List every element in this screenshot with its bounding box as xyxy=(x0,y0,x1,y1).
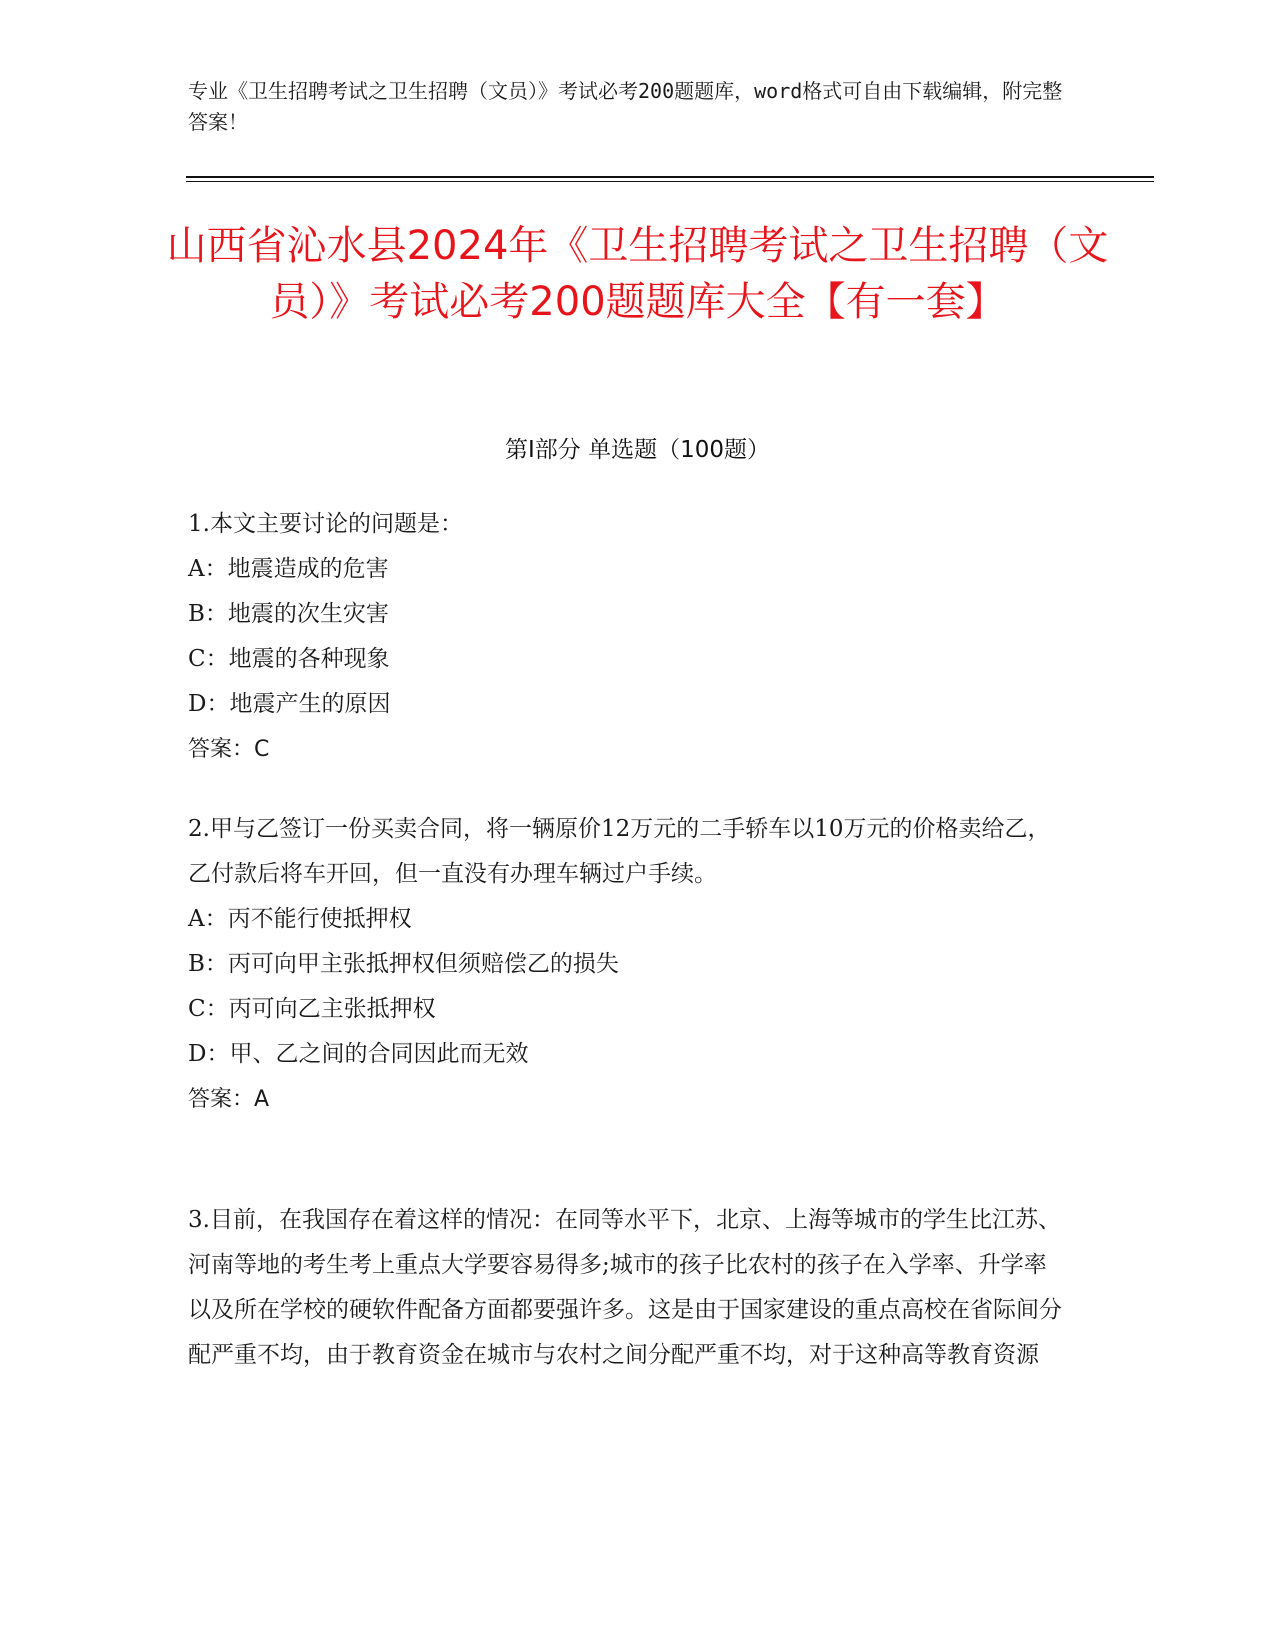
question-stem: 2.甲与乙签订一份买卖合同，将一辆原价12万元的二手轿车以10万元的价格卖给乙，乙付款后将车开回，但一直没有办理车辆过户手续。 xyxy=(188,816,1051,887)
header-rule-thick xyxy=(186,176,1154,178)
option-a: A：丙不能行使抵押权 xyxy=(188,906,412,932)
option-b: B：地震的次生灾害 xyxy=(188,601,389,627)
question-1 xyxy=(188,502,1068,772)
option-c: C：丙可向乙主张抵押权 xyxy=(188,996,436,1022)
option-c: C：地震的各种现象 xyxy=(188,646,390,672)
question-stem: 1.本文主要讨论的问题是： xyxy=(188,511,463,537)
answer: 答案：A xyxy=(188,1087,270,1112)
option-d: D：甲、乙之间的合同因此而无效 xyxy=(188,1041,529,1067)
option-a: A：地震造成的危害 xyxy=(188,556,389,582)
question-3 xyxy=(188,1198,1068,1378)
document-title: 山西省沁水县2024年《卫生招聘考试之卫生招聘（文员）》考试必考200题题库大全【有一套】 xyxy=(166,223,1109,325)
header-note: 专业《卫生招聘考试之卫生招聘（文员）》考试必考200题题库，word格式可自由下载编辑，附完整答案！ xyxy=(188,79,1063,134)
question-stem: 3.目前，在我国存在着这样的情况：在同等水平下，北京、上海等城市的学生比江苏、河南等地的考生考上重点大学要容易得多;城市的孩子比农村的孩子在入学率、升学率以及所在学校的硬软件配备方面都要强许多。这是由于国家建设的重点高校在省际间分配严重不均，由于教育资金在城市与农村之间分配严重不均，对于这种高等教育资源 xyxy=(188,1207,1062,1368)
header-rule-thin xyxy=(186,181,1154,182)
section-heading: 第I部分 单选题（100题） xyxy=(505,437,770,463)
answer: 答案：C xyxy=(188,737,270,762)
option-b: B：丙可向甲主张抵押权但须赔偿乙的损失 xyxy=(188,951,619,977)
option-d: D：地震产生的原因 xyxy=(188,691,391,717)
question-2 xyxy=(188,807,1068,1122)
